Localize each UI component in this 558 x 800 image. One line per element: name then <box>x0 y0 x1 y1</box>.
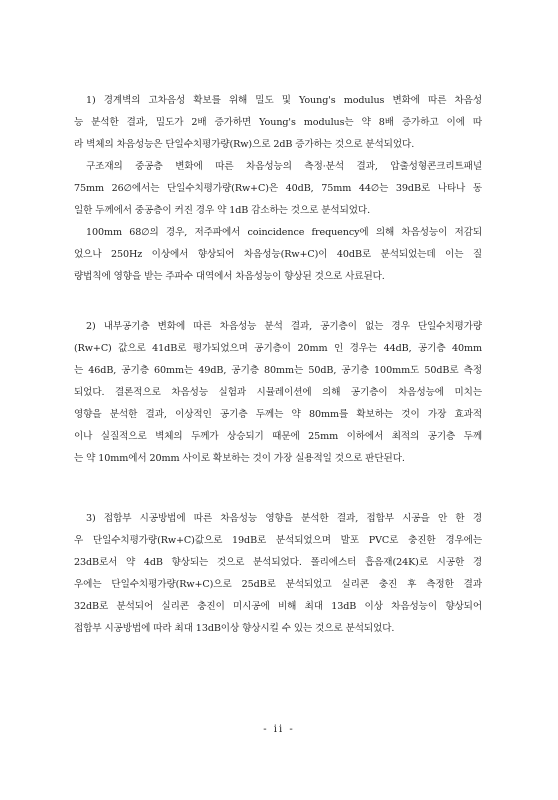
paragraph-line: 우 단일수치평가량(Rw+C)값으로 19dB로 분석되었으며 발포 PVC로 충진한 경우에는 <box>74 535 482 546</box>
paragraph-line: 는 46dB, 공기층 60mm는 49dB, 공기층 80mm는 50dB, 공기층 100mm도 50dB로 측정 <box>74 365 482 376</box>
paragraph-line: 일한 두께에서 중공층이 커진 경우 약 1dB 감소하는 것으로 분석되었다. <box>74 205 371 216</box>
paragraph-line: 량법칙에 영향을 받는 주파수 대역에서 차음성능이 향상된 것으로 사료된다. <box>74 271 385 282</box>
paragraph-line: 1) 경계벽의 고차음성 확보를 위해 밀도 및 Young's modulus 변화에 따른 차음성 <box>86 95 482 106</box>
paragraph-line: 23dB로서 약 4dB 향상되는 것으로 분석되었다. 폴리에스터 흡음재(24K)로 시공한 경 <box>74 557 482 568</box>
paragraph-line: 는 약 10mm에서 20mm 사이로 확보하는 것이 가장 실용적일 것으로 판단된다. <box>74 453 405 464</box>
paragraph-line: 구조재의 중공층 변화에 따른 차음성능의 측정·분석 결과, 압출성형콘크리트패널 <box>86 161 482 172</box>
paragraph-line: (Rw+C) 값으로 41dB로 평가되었으며 공기층이 20mm 인 경우는 44dB, 공기층 40mm <box>74 343 482 354</box>
paragraph-line: 75mm 26∅에서는 단일수치평가량(Rw+C)은 40dB, 75mm 44∅는 39dB로 나타나 동 <box>74 183 482 194</box>
paragraph-line: 라 벽체의 차음성능은 단일수치평가량(Rw)으로 2dB 증가하는 것으로 분석되었다. <box>74 139 415 150</box>
paragraph-line: 32dB로 분석되어 실리콘 충진이 미시공에 비해 최대 13dB 이상 차음성능이 향상되어 <box>74 601 482 612</box>
paragraph-line: 우에는 단일수치평가량(Rw+C)으로 25dB로 분석되었고 실리콘 충진 후 측정한 결과 <box>74 579 482 590</box>
paragraph-line: 100mm 68∅의 경우, 저주파에서 coincidence frequency에 의해 차음성능이 저감되 <box>86 227 482 238</box>
paragraph-line: 능 분석한 결과, 밀도가 2배 증가하면 Young's modulus는 약 8배 증가하고 이에 따 <box>74 117 482 128</box>
paragraph-line: 되었다. 결론적으로 차음성능 실험과 시뮬레이션에 의해 공기층이 차음성능에 미치는 <box>74 387 482 398</box>
paragraph-line: 영향을 분석한 결과, 이상적인 공기층 두께는 약 80mm를 확보하는 것이 가장 효과적 <box>74 409 482 420</box>
page-number: - ii - <box>263 724 295 735</box>
paragraph-line: 3) 접합부 시공방법에 따른 차음성능 영향을 분석한 결과, 접합부 시공을 안 한 경 <box>86 513 482 524</box>
paragraph-line: 이나 실질적으로 벽체의 두께가 상승되기 때문에 25mm 이하에서 최적의 공기층 두께 <box>74 431 482 442</box>
paragraph-line: 접합부 시공방법에 따라 최대 13dB이상 향상시킬 수 있는 것으로 분석되었다. <box>74 623 395 634</box>
paragraph-line: 었으나 250Hz 이상에서 향상되어 차음성능(Rw+C)이 40dB로 분석되었는데 이는 질 <box>74 249 482 260</box>
paragraph-line: 2) 내부공기층 변화에 따른 차음성능 분석 결과, 공기층이 없는 경우 단일수치평가량 <box>86 321 482 332</box>
